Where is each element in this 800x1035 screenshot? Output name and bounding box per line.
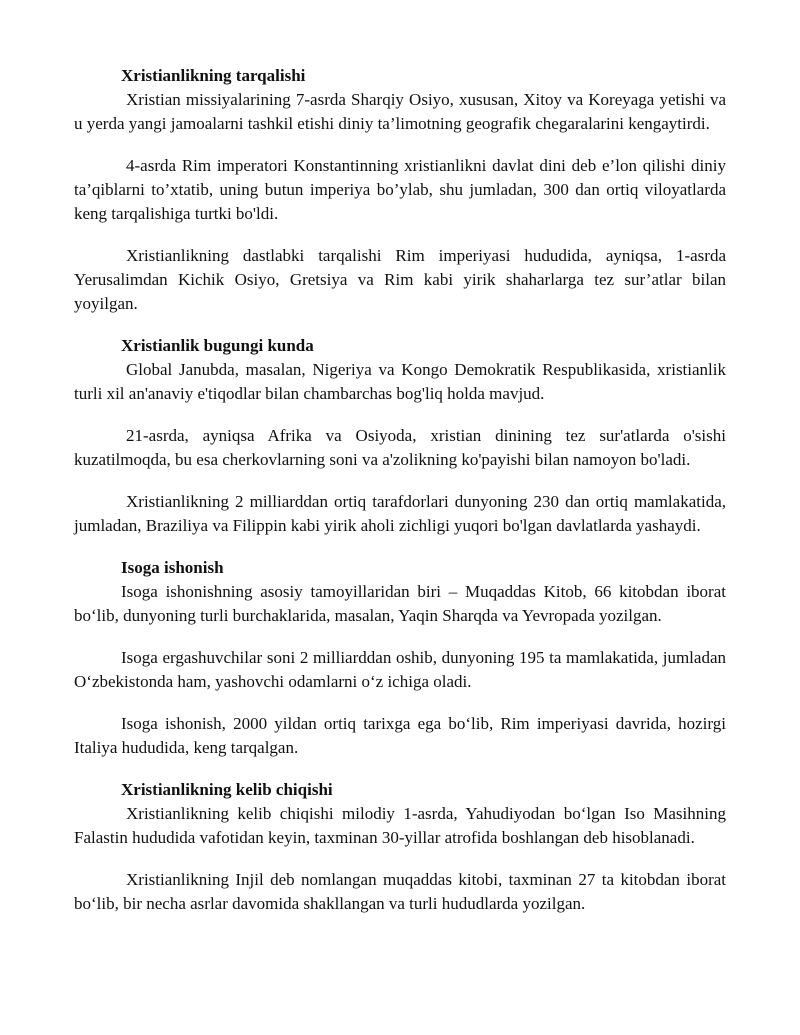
section-belief	[74, 556, 726, 760]
paragraph: Xristianlikning dastlabki tarqalishi Rim imperiyasi hududida, ayniqsa, 1-asrda Yerusalimdan Kichik Osiyo, Gretsiya va Rim kabi yirik shaharlarga tez sur’atlar bilan yoyilgan.	[74, 246, 726, 313]
paragraph: Xristianlikning Injil deb nomlangan muqaddas kitobi, taxminan 27 ta kitobdan iborat bo‘lib, bir necha asrlar davomida shakllangan va turli hududlarda yozilgan.	[74, 870, 726, 913]
paragraph: 4-asrda Rim imperatori Konstantinning xristianlikni davlat dini deb e’lon qilishi diniy ta’qiblarni to’xtatib, uning butun imperiya bo’ylab, shu jumladan, 300 dan ortiq viloyatlarda keng tarqalishiga turtki bo'ldi.	[74, 156, 726, 223]
section-origin	[74, 778, 726, 916]
paragraph: Xristianlikning kelib chiqishi milodiy 1-asrda, Yahudiyodan bo‘lgan Iso Masihning Falastin hududida vafotidan keyin, taxminan 30-yillar atrofida boshlangan deb hisoblanadi.	[74, 804, 726, 847]
paragraph: Isoga ishonish, 2000 yildan ortiq tarixga ega bo‘lib, Rim imperiyasi davrida, hozirgi Italiya hududida, keng tarqalgan.	[74, 714, 726, 757]
paragraph: 21-asrda, ayniqsa Afrika va Osiyoda, xristian dinining tez sur'atlarda o'sishi kuzatilmoqda, bu esa cherkovlarning soni va a'zolikning ko'payishi bilan namoyon bo'ladi.	[74, 426, 726, 469]
section-spread	[74, 64, 726, 316]
paragraph: Xristianlikning 2 milliarddan ortiq tarafdorlari dunyoning 230 dan ortiq mamlakatida, jumladan, Braziliya va Filippin kabi yirik aholi zichligi yuqori bo'lgan davlatlarda yashaydi.	[74, 492, 726, 535]
document-page	[74, 64, 726, 934]
paragraph: Isoga ishonishning asosiy tamoyillaridan biri – Muqaddas Kitob, 66 kitobdan iborat bo‘lib, dunyoning turli burchaklarida, masalan, Yaqin Sharqda va Yevropada yozilgan.	[74, 582, 726, 625]
section-today	[74, 334, 726, 538]
paragraph: Xristian missiyalarining 7-asrda Sharqiy Osiyo, xususan, Xitoy va Koreyaga yetishi va u yerda yangi jamoalarni tashkil etishi diniy ta’limotning geografik chegaralarini kengaytirdi.	[74, 90, 726, 133]
paragraph: Isoga ergashuvchilar soni 2 milliarddan oshib, dunyoning 195 ta mamlakatida, jumladan O‘zbekistonda ham, yashovchi odamlarni o‘z ichiga oladi.	[74, 648, 726, 691]
section-heading: Xristianlik bugungi kunda	[121, 336, 314, 355]
section-heading: Xristianlikning tarqalishi	[121, 66, 306, 85]
section-heading: Isoga ishonish	[121, 558, 224, 577]
section-heading: Xristianlikning kelib chiqishi	[121, 780, 333, 799]
paragraph: Global Janubda, masalan, Nigeriya va Kongo Demokratik Respublikasida, xristianlik turli xil an'anaviy e'tiqodlar bilan chambarchas bog'liq holda mavjud.	[74, 360, 726, 403]
